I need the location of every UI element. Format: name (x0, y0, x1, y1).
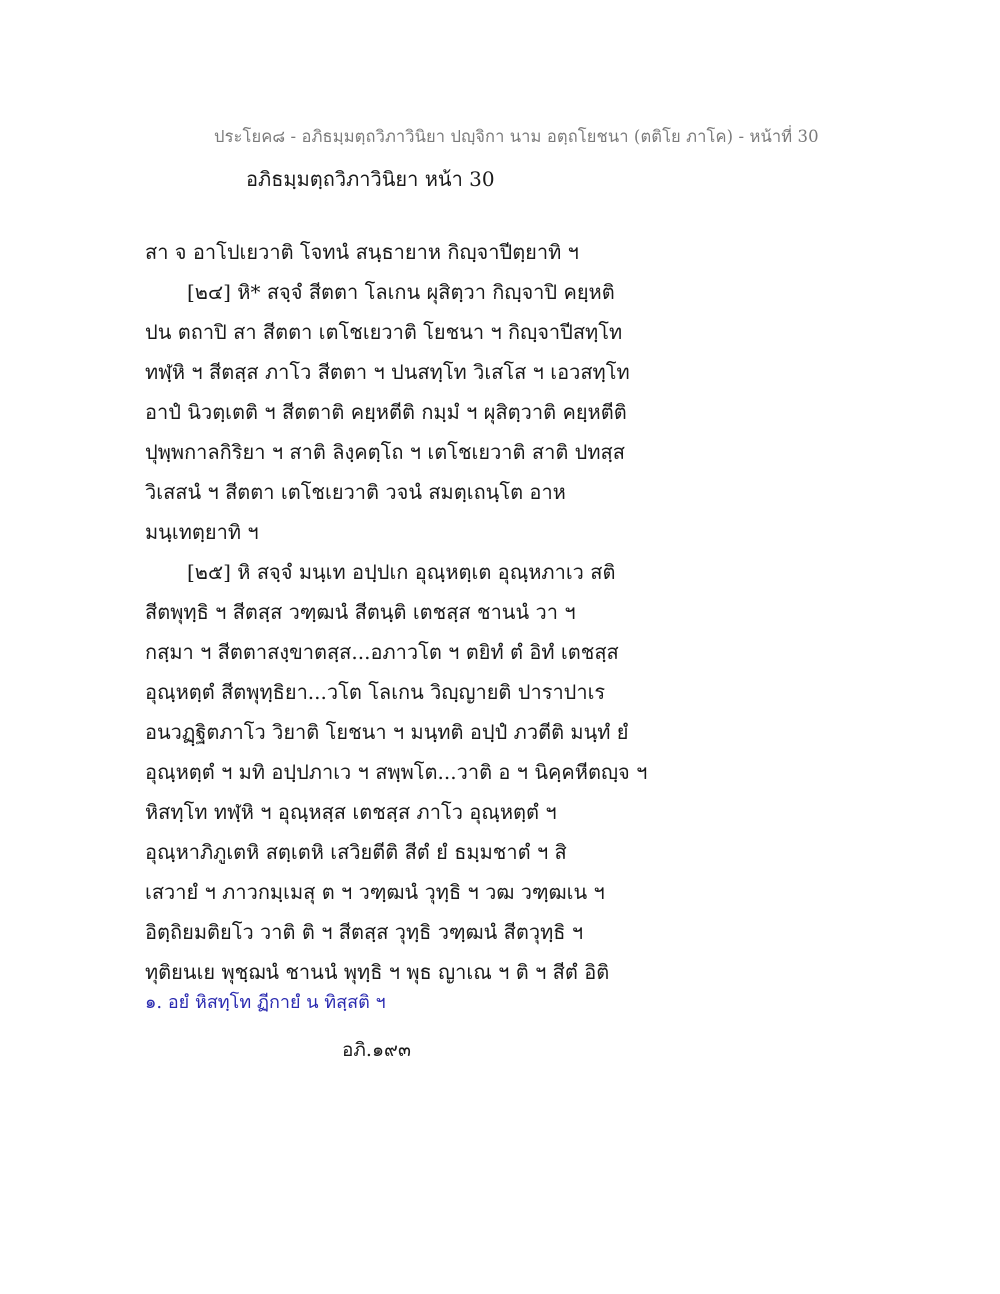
text-line: กสฺมา ฯ สีตตาสงฺขาตสฺส...อภาวโต ฯ ตยิทํ ตํ อิทํ เตชสฺส (145, 640, 619, 664)
footnote: ๑. อยํ หิสทฺโท ฏีกายํ น ทิสฺสติ ฯ (145, 992, 386, 1013)
body-text (145, 237, 705, 997)
text-line: ทุติยนเย พุชฺฌนํ ชานนํ พุทฺธิ ฯ พุธ ญาเณ ฯ ติ ฯ สีตํ อิติ (145, 960, 610, 984)
text-line: อุณฺหตฺตํ สีตพุทฺธิยา...วโต โลเกน วิญฺญายติ ปาราปาเร (145, 680, 606, 704)
text-line: สา จ อาโปเยวาติ โจทนํ สนฺธายาห กิญฺจาปีตฺยาทิ ฯ (145, 240, 579, 264)
text-line: ปน ตถาปิ สา สีตตา เตโชเยวาติ โยชนา ฯ กิญฺจาปีสทฺโท (145, 320, 623, 344)
running-header: ประโยค๘ - อภิธมฺมตฺถวิภาวินิยา ปญฺจิกา นาม อตฺถโยชนา (ตติโย ภาโค) - หน้าที่ 30 (214, 127, 819, 146)
text-line: เสวายํ ฯ ภาวกมฺเมสุ ต ฯ วฑฺฒนํ วุทฺธิ ฯ วฒ วฑฺฒเน ฯ (145, 880, 605, 904)
text-line: อาปํ นิวตฺเตติ ฯ สีตตาติ คยฺหตีติ กมฺมํ ฯ ผุสิตฺวาติ คยฺหตีติ (145, 400, 627, 424)
book-title: อภิธมฺมตฺถวิภาวินิยา หน้า 30 (246, 167, 495, 191)
text-line: อนวฏฺฐิตภาโว วิยาติ โยชนา ฯ มนฺทติ อปฺปํ ภวตีติ มนฺทํ ยํ (145, 720, 629, 744)
text-line: สีตพุทฺธิ ฯ สีตสฺส วฑฺฒนํ สีตนฺติ เตชสฺส ชานนํ วา ฯ (145, 600, 576, 624)
text-line: วิเสสนํ ฯ สีตตา เตโชเยวาติ วจนํ สมตฺเถนฺโต อาห (145, 480, 566, 504)
page-code: อภิ.๑๙๓ (342, 1039, 411, 1061)
text-line: ทฬฺหิ ฯ สีตสฺส ภาโว สีตตา ฯ ปนสทฺโท วิเสโส ฯ เอวสทฺโท (145, 360, 630, 384)
text-line: ปุพฺพกาลกิริยา ฯ สาติ ลิงฺคตฺโถ ฯ เตโชเยวาติ สาติ ปทสฺส (145, 440, 625, 464)
text-line: อุณฺหตฺตํ ฯ มทิ อปฺปภาเว ฯ สพฺพโต...วาติ อ ฯ นิคฺคหีตญฺจ ฯ (145, 760, 648, 784)
text-line: มนฺเทตฺยาทิ ฯ (145, 520, 259, 544)
text-line: หิสทฺโท ทฬฺหิ ฯ อุณฺหสฺส เตชสฺส ภาโว อุณฺหตฺตํ ฯ (145, 800, 557, 824)
text-line: อุณฺหาภิภูเตหิ สตฺเตหิ เสวิยตีติ สีตํ ยํ ธมฺมชาตํ ฯ สิ (145, 840, 567, 864)
text-line: [๒๔] หิ* สจฺจํ สีตตา โลเกน ผุสิตฺวา กิญฺจาปิ คยฺหติ (187, 280, 615, 304)
text-line: อิตฺถิยมติยโว วาติ ติ ฯ สีตสฺส วุทฺธิ วฑฺฒนํ สีตวุทฺธิ ฯ (145, 920, 584, 944)
text-line: [๒๕] หิ สจฺจํ มนฺเท อปฺปเก อุณฺหตฺเต อุณฺหภาเว สติ (187, 560, 616, 584)
